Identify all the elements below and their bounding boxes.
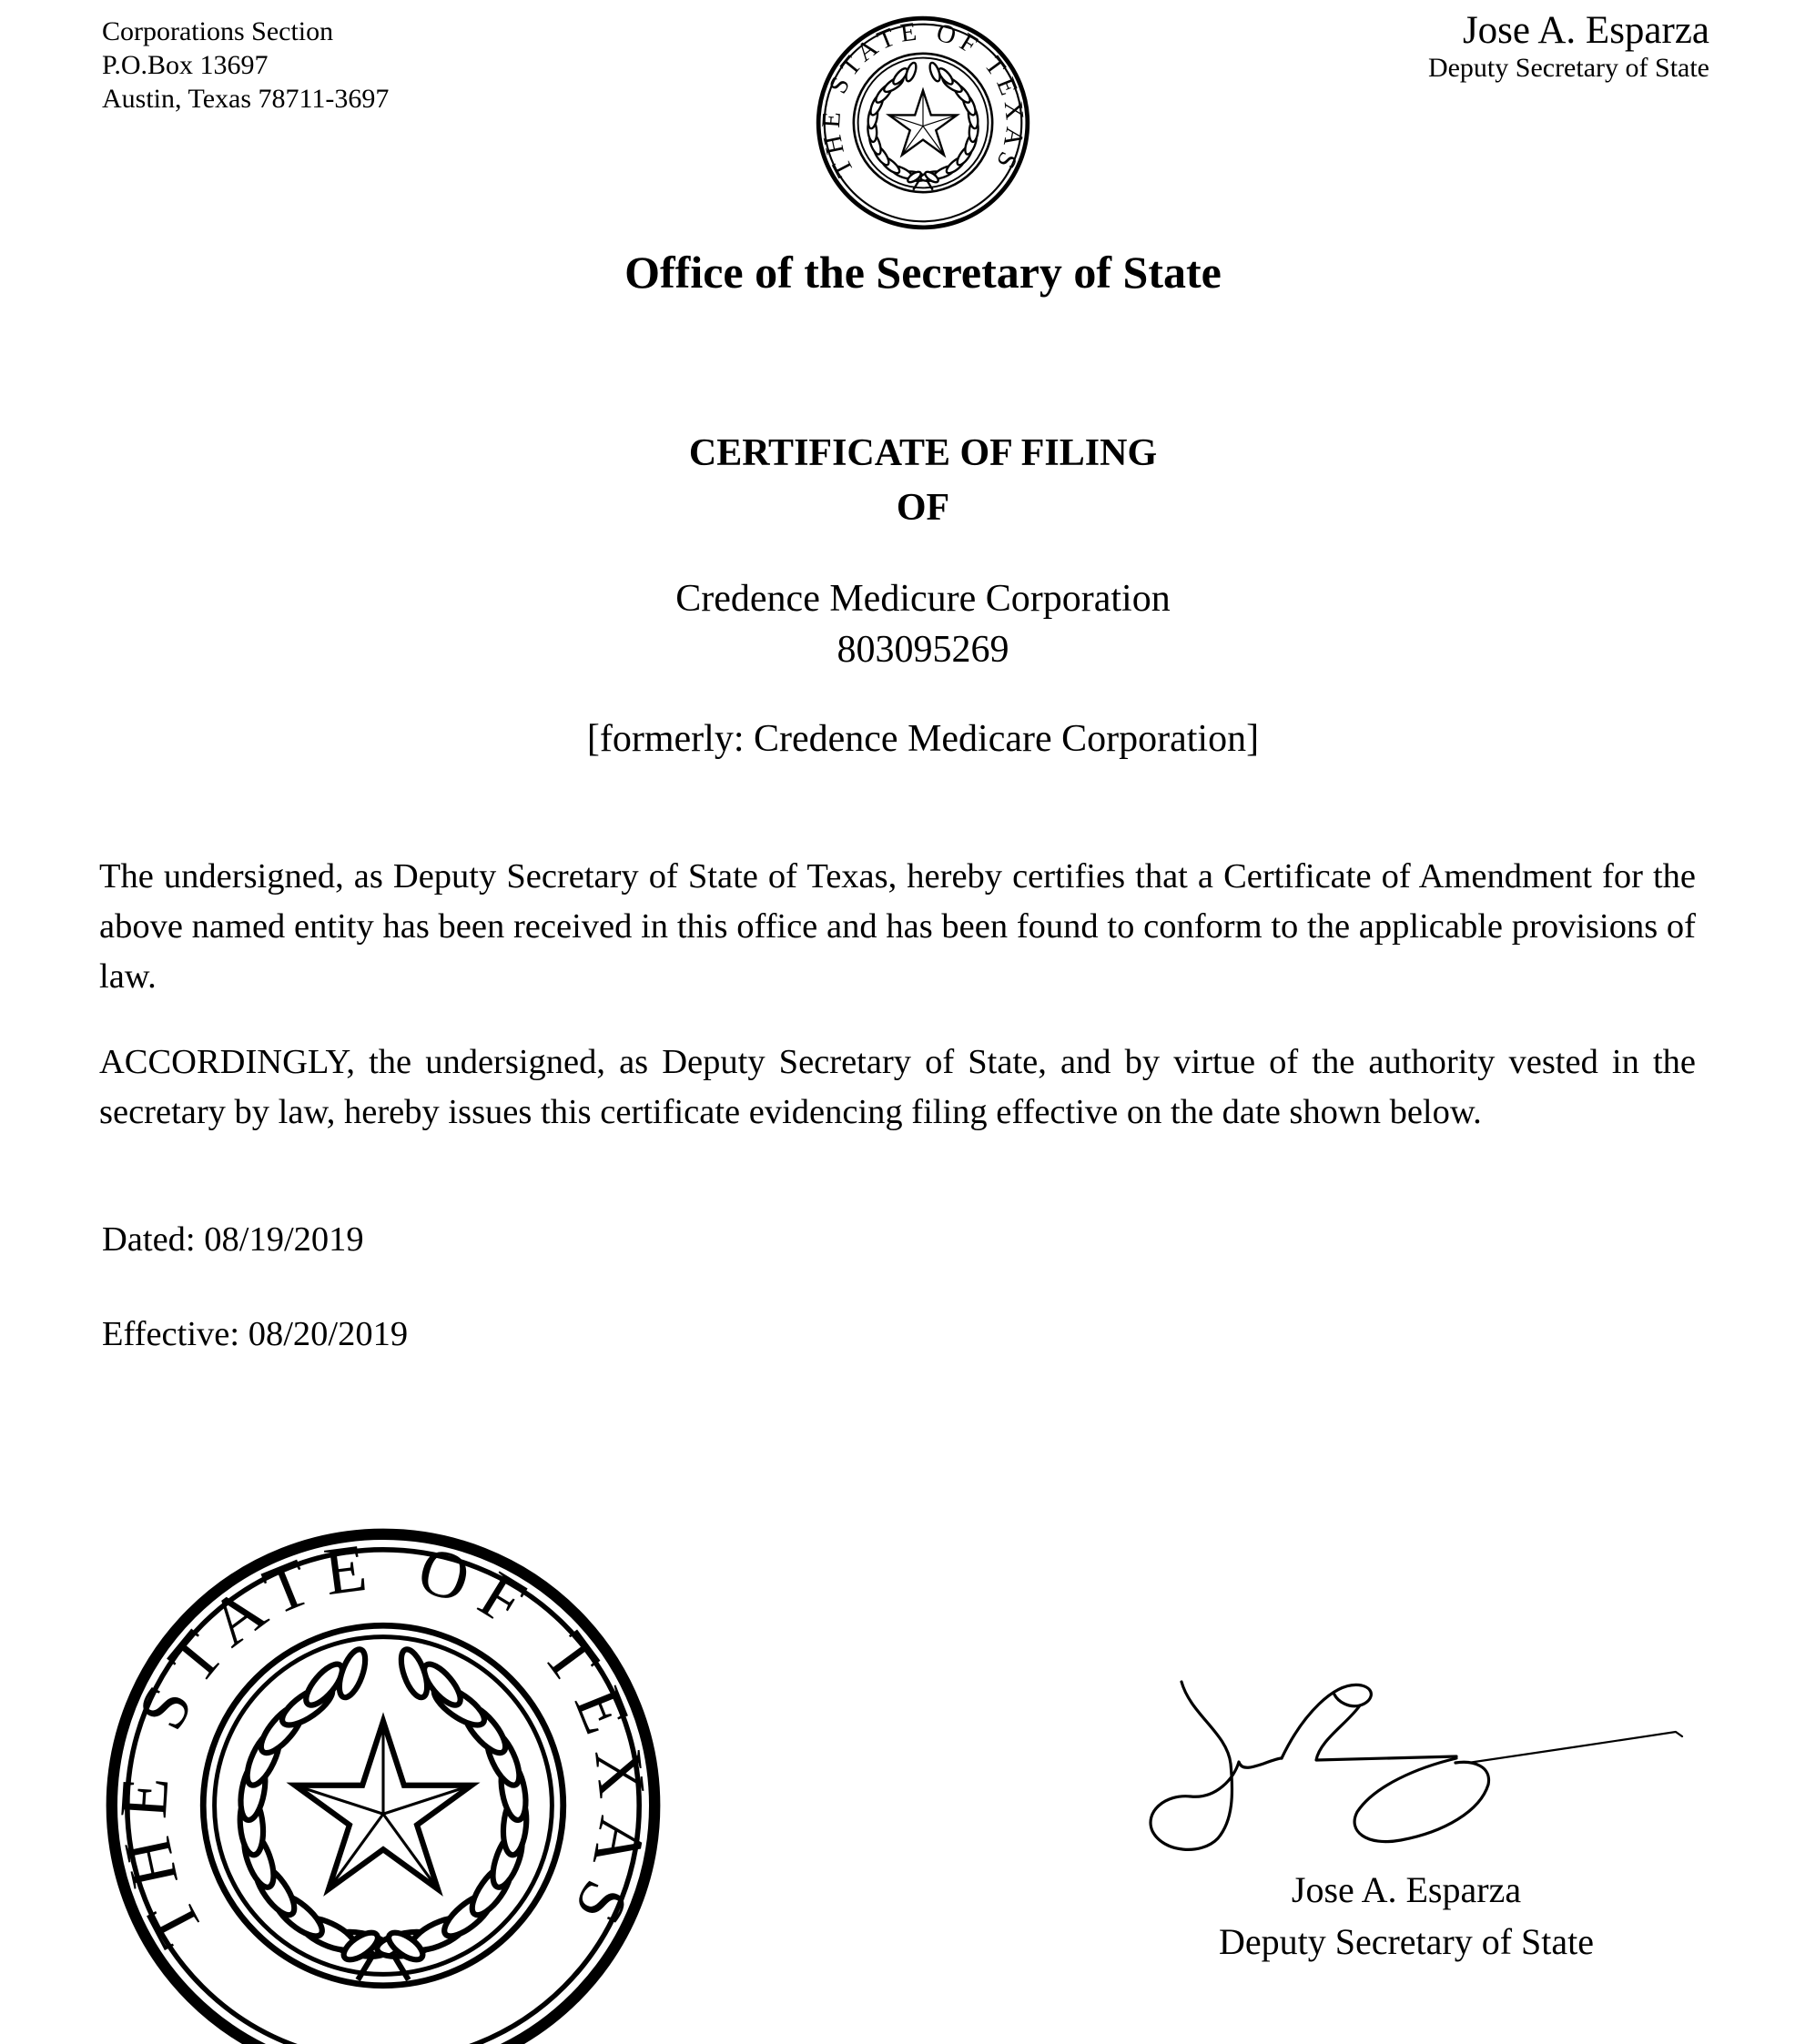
formerly-note: [formerly: Credence Medicare Corporation] bbox=[586, 718, 1260, 760]
entity-name: Credence Medicure Corporation bbox=[675, 578, 1171, 620]
return-address-line3: Austin, Texas 78711-3697 bbox=[102, 84, 390, 114]
office-title: Office of the Secretary of State bbox=[624, 247, 1222, 298]
filing-number: 803095269 bbox=[837, 629, 1009, 671]
return-address bbox=[102, 15, 389, 116]
body-paragraph-2: ACCORDINGLY, the undersigned, as Deputy Secretary of State, and by virtue of the authority vested in the secretary by law, hereby issues this certificate evidencing filing effective on the date shown below. bbox=[99, 1043, 1696, 1131]
signer-title: Deputy Secretary of State bbox=[1218, 1921, 1595, 1962]
effective-line bbox=[102, 1314, 408, 1354]
signature-scribble bbox=[1145, 1676, 1691, 1863]
dated-line bbox=[102, 1219, 364, 1260]
officer-title: Deputy Secretary of State bbox=[1427, 53, 1709, 83]
certificate-title-line2: OF bbox=[896, 487, 950, 529]
officer-header bbox=[1428, 9, 1709, 84]
return-address-line1: Corporations Section bbox=[102, 16, 334, 46]
certificate-title bbox=[51, 426, 1795, 535]
effective-value: 08/20/2019 bbox=[248, 1315, 409, 1353]
certificate-title-line1: CERTIFICATE OF FILING bbox=[688, 432, 1158, 474]
return-address-line2: P.O.Box 13697 bbox=[102, 50, 269, 80]
signer-name: Jose A. Esparza bbox=[1291, 1869, 1522, 1910]
texas-state-seal-bottom bbox=[102, 1524, 664, 2044]
body-paragraph-1: The undersigned, as Deputy Secretary of State of Texas, hereby certifies that a Certificate of Amendment for the above named entity has been received in this office and has been found to conform to the applicable provisions of law. bbox=[99, 857, 1696, 996]
dated-value: 08/19/2019 bbox=[204, 1220, 364, 1259]
officer-name: Jose A. Esparza bbox=[1462, 9, 1709, 52]
dated-label: Dated: bbox=[102, 1220, 196, 1259]
effective-label: Effective: bbox=[102, 1315, 240, 1353]
texas-state-seal-top bbox=[815, 15, 1031, 231]
signature-block bbox=[1133, 1864, 1679, 1968]
